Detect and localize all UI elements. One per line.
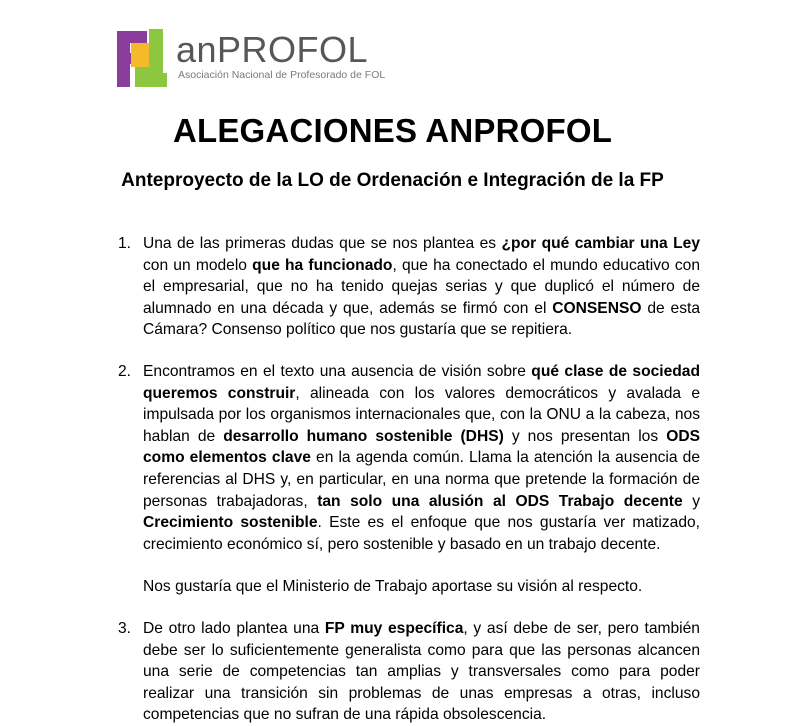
logo-subtitle: Asociación Nacional de Profesorado de FOL xyxy=(178,69,386,81)
item-extra-text: Nos gustaría que el Ministerio de Trabajo aportase su visión al respecto. xyxy=(143,578,643,596)
list-item xyxy=(118,618,700,726)
list-item xyxy=(118,361,700,555)
document-title: ALEGACIONES ANPROFOL xyxy=(172,112,613,149)
item-number: 1. xyxy=(118,235,132,252)
document-subtitle: Anteproyecto de la LO de Ordenación e Integración de la FP xyxy=(121,170,664,191)
logo-wordmark: anPROFOL xyxy=(176,29,369,70)
list-item xyxy=(118,233,700,341)
item-number: 2. xyxy=(118,362,132,380)
anprofol-logo-icon xyxy=(117,29,167,87)
allegations-list xyxy=(118,233,700,726)
item-text: Una de las primeras dudas que se nos plantea es ¿por qué cambiar una Ley con un modelo que ha funcionado, que ha conectado el mundo educativo con el empresarial, que no ha tenido quejas serias y que duplicó el número de alumnado en una década y que, además se firmó con el CONSENSO de esta Cámara? Consenso político que nos gustaría que se repitiera. xyxy=(143,235,700,339)
item-text: Encontramos en el texto una ausencia de visión sobre qué clase de sociedad queremos construir, alineada con los valores democráticos y avalada e impulsada por los organismos internacionales que, con la ONU a la cabeza, nos hablan de desarrollo humano sostenible (DHS) y nos presentan los ODS como elementos clave en la agenda común. Llama la atención la ausencia de referencias al DHS y, en particular, en una norma que pretende la formación de personas trabajadoras, tan solo una alusión al ODS Trabajo decente y Crecimiento sostenible. Este es el enfoque que nos gustaría ver matizado, crecimiento económico sí, pero sostenible y basado en un trabajo decente. xyxy=(143,362,700,553)
item-text: De otro lado plantea una FP muy específica, y así debe de ser, pero también debe ser lo suficientemente generalista como para que las personas alcancen una serie de competencias tan amplias y transversales como para poder realizar una transición sin problemas de unas empresas a otras, incluso competencias que no sufran de una rápida obsolescencia. xyxy=(143,619,700,724)
item-number: 3. xyxy=(118,619,132,637)
